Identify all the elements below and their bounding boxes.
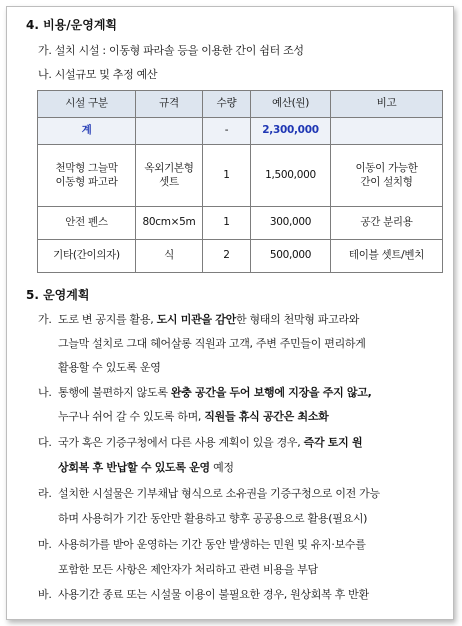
row-qty: 1 [203, 145, 251, 207]
item-marker: 가. [38, 44, 52, 57]
row-qty: 1 [203, 207, 251, 240]
section5-item-d-marker: 라. [38, 487, 52, 500]
row-item [38, 145, 136, 207]
section5-item-a-line-3: 활용할 수 있도록 운영 [58, 361, 161, 374]
section5-item-e-line-2: 포함한 모든 사항은 제안자가 처리하고 관련 비용을 부담 [58, 563, 318, 576]
section4-title: 4. 비용/운영계획 [26, 18, 118, 32]
row-note: 테이블 셋트/벤치 [331, 240, 443, 273]
column-header: 시설 구분 [38, 91, 136, 118]
column-header: 예산(원) [251, 91, 331, 118]
row-item: 안전 펜스 [38, 207, 136, 240]
section5-item-b-marker: 나. [38, 386, 52, 399]
section5-item-a-line-2: 그늘막 설치로 그대 헤어살롱 직원과 고객, 주변 주민들이 편리하게 [58, 337, 366, 350]
row-note [331, 145, 443, 207]
table-header-row [38, 91, 443, 118]
total-row [38, 118, 443, 145]
section5-item-f-line-1: 사용기간 종료 또는 시설물 이용이 불필요한 경우, 원상회복 후 반환 [58, 588, 369, 601]
text-run: 통행에 불편하지 않도록 [58, 386, 171, 399]
column-header: 비고 [331, 91, 443, 118]
table-row [38, 240, 443, 273]
bold-text-run: 직원들 휴식 공간은 최소화 [204, 410, 329, 423]
bold-text-run: 도시 미관을 감안 [156, 313, 236, 326]
section5-item-a-marker: 가. [38, 313, 52, 326]
total-qty: - [203, 118, 251, 145]
section4-item-b [38, 66, 157, 82]
section5-item-c-line-2 [58, 459, 234, 475]
total-note [331, 118, 443, 145]
item-marker: 나. [38, 68, 52, 81]
bold-text-run: 상회복 후 반납할 수 있도록 운영 [58, 461, 210, 474]
row-spec-line: 셋트 [159, 175, 179, 188]
section5-item-e-line-1: 사용허가를 받아 운영하는 기간 동안 발생하는 민원 및 유지·보수를 [58, 538, 366, 551]
section5-item-c-marker: 다. [38, 436, 52, 449]
row-qty: 2 [203, 240, 251, 273]
section5-item-c-line-1 [58, 434, 362, 450]
text-run: 예정 [209, 461, 234, 474]
table-row [38, 145, 443, 207]
row-note-line: 이동이 가능한 [355, 162, 418, 175]
section4-item-a [38, 42, 304, 58]
row-note-line: 간이 설치형 [360, 175, 413, 188]
row-budget: 1,500,000 [251, 145, 331, 207]
section5-item-e-marker: 마. [38, 538, 52, 551]
row-budget: 300,000 [251, 207, 331, 240]
text-run: 누구나 쉬어 갈 수 있도록 하며, [58, 410, 205, 423]
row-spec: 80cm×5m [136, 207, 203, 240]
total-budget: 2,300,000 [251, 118, 331, 145]
row-note: 공간 분리용 [331, 207, 443, 240]
bold-text-run: 완충 공간을 두어 보행에 지장을 주지 않고, [170, 386, 372, 399]
item-text: 설치 시설 : 이동형 파라솔 등을 이용한 간이 쉼터 조성 [54, 44, 304, 57]
section5-title: 5. 운영계획 [26, 288, 90, 302]
row-spec: 식 [136, 240, 203, 273]
row-item-line: 천막형 그늘막 [55, 162, 118, 175]
text-run: 국가 혹은 기증구청에서 다른 사용 계획이 있을 경우, [58, 436, 304, 449]
total-spec [136, 118, 203, 145]
row-spec-line: 옥외기본형 [144, 162, 194, 175]
table-row [38, 207, 443, 240]
row-item-line: 이동형 파고라 [55, 175, 118, 188]
column-header: 규격 [136, 91, 203, 118]
row-item: 기타(간이의자) [38, 240, 136, 273]
section5-item-f-marker: 바. [38, 588, 52, 601]
row-spec [136, 145, 203, 207]
section5-item-a-line-1 [58, 311, 359, 327]
bold-text-run: 즉각 토지 원 [303, 436, 363, 449]
section5-item-d-line-1: 설치한 시설물은 기부채납 형식으로 소유권을 기증구청으로 이전 가능 [58, 487, 380, 500]
text-run: 도로 변 공지를 활용, [58, 313, 157, 326]
budget-table [37, 90, 443, 273]
item-text: 시설규모 및 추정 예산 [54, 68, 158, 81]
text-run: 한 형태의 천막형 파고라와 [235, 313, 360, 326]
total-label: 계 [38, 118, 136, 145]
section5-item-d-line-2: 하며 사용허가 기간 동안만 활용하고 향후 공공용으로 활용(필요시) [58, 512, 368, 525]
section5-item-b-line-2 [58, 408, 328, 424]
row-budget: 500,000 [251, 240, 331, 273]
column-header: 수량 [203, 91, 251, 118]
section5-item-b-line-1 [58, 384, 371, 400]
